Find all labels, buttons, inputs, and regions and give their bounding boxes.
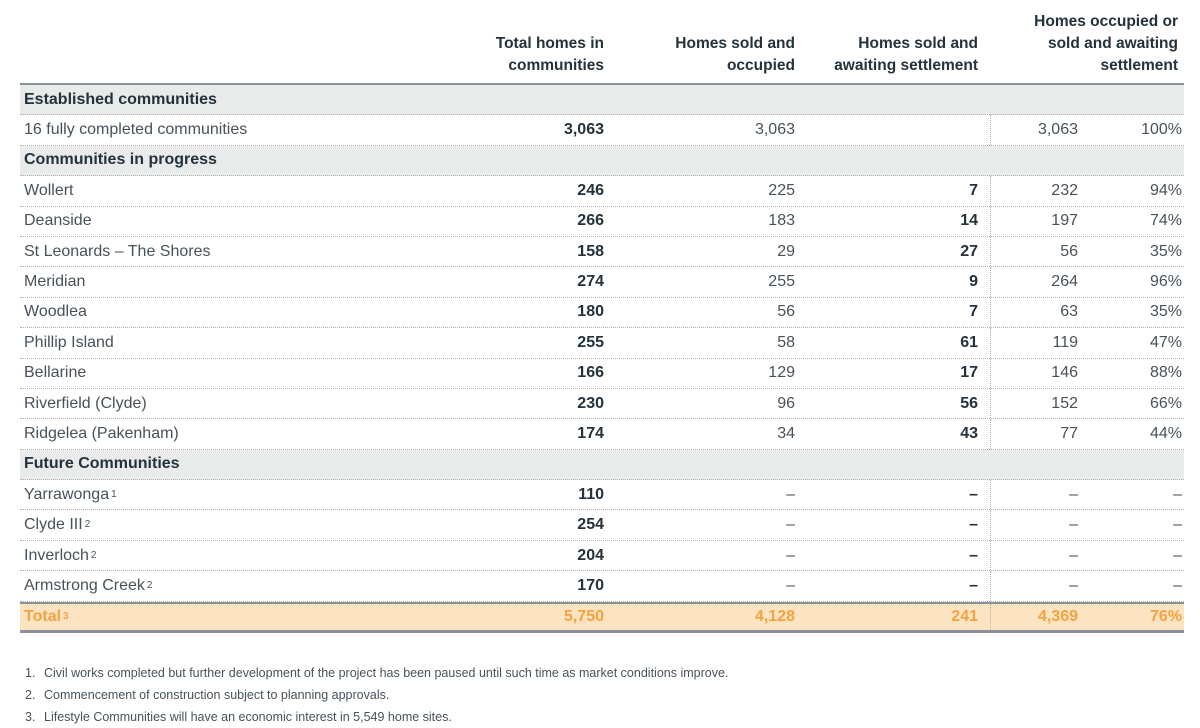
awaiting-settlement-cell bbox=[799, 419, 990, 448]
footnote-item bbox=[20, 684, 1140, 706]
awaiting-settlement-cell-text: 9 bbox=[969, 273, 978, 291]
section-header-row bbox=[20, 450, 1184, 480]
community-name-cell bbox=[20, 207, 430, 236]
total-homes-cell bbox=[430, 510, 608, 539]
awaiting-settlement-cell bbox=[799, 571, 990, 600]
total-homes-cell-text: 246 bbox=[577, 181, 604, 199]
header-line: settlement bbox=[1100, 57, 1178, 74]
occupied-percent-cell-text: 35% bbox=[1149, 303, 1182, 321]
occupied-percent-cell bbox=[1082, 389, 1184, 418]
total-homes-cell bbox=[430, 419, 608, 448]
awaiting-settlement-cell bbox=[799, 207, 990, 236]
community-name-cell-text: Total bbox=[24, 607, 62, 625]
community-name-cell-text: Phillip Island bbox=[24, 333, 114, 351]
occupied-percent-cell-text: 94% bbox=[1149, 181, 1182, 199]
community-name-cell-text: 16 fully completed communities bbox=[24, 121, 248, 139]
sold-occupied-cell-text: – bbox=[786, 485, 795, 503]
community-name-cell bbox=[20, 359, 430, 388]
table-row bbox=[20, 419, 1184, 449]
footnotes bbox=[20, 662, 1140, 728]
occupied-count-cell bbox=[990, 328, 1082, 357]
total-homes-cell-text: 158 bbox=[577, 242, 604, 260]
community-name-cell-text: Deanside bbox=[24, 212, 92, 230]
occupied-count-cell bbox=[990, 237, 1082, 266]
total-homes-cell bbox=[430, 237, 608, 266]
community-name-cell-text: Yarrawonga bbox=[24, 485, 110, 503]
table-row bbox=[20, 510, 1184, 540]
occupied-count-cell bbox=[990, 571, 1082, 600]
footnote-item bbox=[20, 662, 1140, 684]
occupied-count-cell bbox=[990, 267, 1082, 296]
header-line: Homes sold and bbox=[858, 35, 978, 52]
sold-occupied-cell bbox=[608, 359, 799, 388]
header-line: occupied bbox=[726, 57, 795, 74]
footnote-number: 3. bbox=[25, 710, 36, 724]
column-header-sold-occupied bbox=[608, 33, 799, 77]
occupied-count-cell bbox=[990, 419, 1082, 448]
awaiting-settlement-cell bbox=[799, 480, 990, 509]
total-homes-cell-text: 5,750 bbox=[563, 607, 604, 625]
occupied-percent-cell-text: – bbox=[1173, 516, 1182, 534]
sold-occupied-cell bbox=[608, 604, 799, 630]
sold-occupied-cell-text: 4,128 bbox=[754, 607, 795, 625]
total-homes-cell-text: 230 bbox=[577, 394, 604, 412]
sold-occupied-cell-text: 34 bbox=[777, 424, 795, 442]
sold-occupied-cell bbox=[608, 328, 799, 357]
total-homes-cell bbox=[430, 298, 608, 327]
occupied-count-cell-text: – bbox=[1069, 546, 1078, 564]
awaiting-settlement-cell bbox=[799, 604, 990, 630]
sold-occupied-cell bbox=[608, 115, 799, 144]
sold-occupied-cell bbox=[608, 267, 799, 296]
header-line: Total homes in bbox=[495, 35, 604, 52]
awaiting-settlement-cell bbox=[799, 328, 990, 357]
section-header-label: Communities in progress bbox=[24, 151, 217, 169]
occupied-percent-cell-text: 47% bbox=[1149, 333, 1182, 351]
awaiting-settlement-cell bbox=[799, 510, 990, 539]
table-row bbox=[20, 328, 1184, 358]
occupied-count-cell-text: – bbox=[1069, 576, 1078, 594]
awaiting-settlement-cell-text: 56 bbox=[960, 394, 978, 412]
table-header bbox=[20, 8, 1184, 85]
occupied-count-cell-text: 77 bbox=[1060, 424, 1078, 442]
community-name-cell-text: Ridgelea (Pakenham) bbox=[24, 424, 179, 442]
sold-occupied-cell-text: 96 bbox=[777, 394, 795, 412]
sold-occupied-cell-text: – bbox=[786, 576, 795, 594]
total-homes-cell-text: 174 bbox=[577, 424, 604, 442]
community-name-cell-text: Armstrong Creek bbox=[24, 576, 145, 594]
sold-occupied-cell bbox=[608, 237, 799, 266]
total-homes-cell bbox=[430, 267, 608, 296]
table-row bbox=[20, 541, 1184, 571]
occupied-count-cell bbox=[990, 207, 1082, 236]
sold-occupied-cell-text: 58 bbox=[777, 333, 795, 351]
table-row bbox=[20, 115, 1184, 145]
occupied-percent-cell bbox=[1082, 571, 1184, 600]
community-name-cell-text: St Leonards – The Shores bbox=[24, 242, 211, 260]
awaiting-settlement-cell bbox=[799, 267, 990, 296]
occupied-count-cell bbox=[990, 541, 1082, 570]
total-homes-cell-text: 170 bbox=[577, 576, 604, 594]
table-row bbox=[20, 176, 1184, 206]
column-header-total-homes bbox=[430, 33, 608, 77]
sold-occupied-cell-text: – bbox=[786, 546, 795, 564]
occupied-count-cell-text: – bbox=[1069, 485, 1078, 503]
occupied-count-cell-text: 56 bbox=[1060, 242, 1078, 260]
sold-occupied-cell bbox=[608, 419, 799, 448]
table-body bbox=[20, 85, 1184, 633]
occupied-count-cell bbox=[990, 176, 1082, 205]
section-header-label: Established communities bbox=[24, 90, 217, 108]
sold-occupied-cell bbox=[608, 480, 799, 509]
occupied-count-cell bbox=[990, 480, 1082, 509]
occupied-percent-cell-text: – bbox=[1173, 576, 1182, 594]
header-line: communities bbox=[508, 57, 604, 74]
occupied-percent-cell bbox=[1082, 115, 1184, 144]
occupied-count-cell bbox=[990, 389, 1082, 418]
total-homes-cell bbox=[430, 115, 608, 144]
occupied-count-cell bbox=[990, 115, 1082, 144]
occupied-percent-cell bbox=[1082, 419, 1184, 448]
occupied-percent-cell-text: 35% bbox=[1149, 242, 1182, 260]
awaiting-settlement-cell-text: – bbox=[969, 516, 978, 534]
occupied-count-cell bbox=[990, 604, 1082, 630]
header-line: Homes sold and bbox=[675, 35, 795, 52]
total-homes-cell bbox=[430, 176, 608, 205]
awaiting-settlement-cell-text: – bbox=[969, 546, 978, 564]
occupied-percent-cell bbox=[1082, 480, 1184, 509]
awaiting-settlement-cell-text: 43 bbox=[960, 424, 978, 442]
community-name-cell bbox=[20, 237, 430, 266]
community-name-cell-text: Inverloch bbox=[24, 546, 89, 564]
awaiting-settlement-cell bbox=[799, 298, 990, 327]
occupied-percent-cell bbox=[1082, 298, 1184, 327]
sold-occupied-cell bbox=[608, 389, 799, 418]
table-row bbox=[20, 389, 1184, 419]
community-name-cell-text: Clyde III bbox=[24, 516, 83, 534]
awaiting-settlement-cell-text: 61 bbox=[960, 333, 978, 351]
communities-table bbox=[20, 8, 1184, 633]
community-name-cell: Inverloch 2 bbox=[24, 546, 97, 564]
awaiting-settlement-cell-text: 17 bbox=[960, 364, 978, 382]
community-name-cell-text: Bellarine bbox=[24, 364, 87, 382]
total-homes-cell-text: 180 bbox=[577, 303, 604, 321]
sold-occupied-cell bbox=[608, 298, 799, 327]
occupied-count-cell bbox=[990, 359, 1082, 388]
occupied-percent-cell-text: 100% bbox=[1141, 121, 1182, 139]
occupied-count-cell bbox=[990, 510, 1082, 539]
total-homes-cell-text: 3,063 bbox=[563, 121, 604, 139]
table-row bbox=[20, 359, 1184, 389]
occupied-count-cell-text: 4,369 bbox=[1037, 607, 1078, 625]
community-name-cell bbox=[20, 298, 430, 327]
footnote-number: 1. bbox=[25, 666, 36, 680]
table-row bbox=[20, 237, 1184, 267]
total-homes-cell-text: 254 bbox=[577, 516, 604, 534]
total-homes-cell bbox=[430, 480, 608, 509]
occupied-percent-cell-text: 66% bbox=[1149, 394, 1182, 412]
occupied-percent-cell bbox=[1082, 267, 1184, 296]
sold-occupied-cell-text: – bbox=[786, 516, 795, 534]
header-line: awaiting settlement bbox=[834, 57, 978, 74]
occupied-percent-cell-text: – bbox=[1173, 485, 1182, 503]
occupied-percent-cell bbox=[1082, 176, 1184, 205]
total-row bbox=[20, 602, 1184, 633]
occupied-percent-cell bbox=[1082, 359, 1184, 388]
total-homes-cell-text: 166 bbox=[577, 364, 604, 382]
footnote-text: Lifestyle Communities will have an economic interest in 5,549 home sites. bbox=[44, 710, 452, 724]
sold-occupied-cell bbox=[608, 510, 799, 539]
community-name-cell: Total 3 bbox=[24, 607, 69, 625]
community-name-cell: Armstrong Creek 2 bbox=[24, 576, 153, 594]
community-name-cell-text: Meridian bbox=[24, 273, 86, 291]
table-row bbox=[20, 571, 1184, 601]
occupied-percent-cell-text: 76% bbox=[1149, 607, 1182, 625]
table-row bbox=[20, 267, 1184, 297]
awaiting-settlement-cell-text: 27 bbox=[960, 242, 978, 260]
awaiting-settlement-cell-text: 7 bbox=[969, 181, 978, 199]
total-homes-cell-text: 255 bbox=[577, 333, 604, 351]
occupied-percent-cell-text: 96% bbox=[1149, 273, 1182, 291]
footnote-text: Civil works completed but further development of the project has been paused until such time as market conditions improve. bbox=[44, 666, 729, 680]
sold-occupied-cell-text: 255 bbox=[768, 273, 795, 291]
occupied-count-cell-text: 232 bbox=[1051, 181, 1078, 199]
awaiting-settlement-cell bbox=[799, 541, 990, 570]
total-homes-cell bbox=[430, 359, 608, 388]
total-homes-cell bbox=[430, 207, 608, 236]
total-homes-cell-text: 110 bbox=[578, 485, 604, 503]
total-homes-cell bbox=[430, 571, 608, 600]
occupied-count-cell bbox=[990, 298, 1082, 327]
occupied-percent-cell bbox=[1082, 328, 1184, 357]
total-homes-cell-text: 266 bbox=[577, 212, 604, 230]
occupied-percent-cell bbox=[1082, 237, 1184, 266]
footnote-text: Commencement of construction subject to planning approvals. bbox=[44, 688, 390, 702]
community-name-cell bbox=[20, 267, 430, 296]
awaiting-settlement-cell-text: 241 bbox=[951, 607, 978, 625]
awaiting-settlement-cell bbox=[799, 389, 990, 418]
sold-occupied-cell-text: 129 bbox=[768, 364, 795, 382]
occupied-percent-cell bbox=[1082, 541, 1184, 570]
awaiting-settlement-cell-text: – bbox=[969, 576, 978, 594]
sold-occupied-cell bbox=[608, 541, 799, 570]
total-homes-cell bbox=[430, 328, 608, 357]
total-homes-cell bbox=[430, 389, 608, 418]
table-row bbox=[20, 480, 1184, 510]
occupied-count-cell-text: – bbox=[1069, 516, 1078, 534]
community-name-cell bbox=[20, 419, 430, 448]
community-name-cell bbox=[20, 176, 430, 205]
occupied-percent-cell-text: 88% bbox=[1149, 364, 1182, 382]
footnote-item bbox=[20, 706, 1140, 728]
occupied-count-cell-text: 264 bbox=[1051, 273, 1078, 291]
section-header-label: Future Communities bbox=[24, 455, 180, 473]
sold-occupied-cell-text: 183 bbox=[768, 212, 795, 230]
sold-occupied-cell-text: 29 bbox=[777, 242, 795, 260]
section-header-row bbox=[20, 85, 1184, 115]
awaiting-settlement-cell bbox=[799, 359, 990, 388]
sold-occupied-cell bbox=[608, 207, 799, 236]
awaiting-settlement-cell-text: – bbox=[969, 485, 978, 503]
section-header-row bbox=[20, 146, 1184, 176]
sold-occupied-cell bbox=[608, 176, 799, 205]
community-name-cell: Clyde III 2 bbox=[24, 516, 91, 534]
occupied-count-cell-text: 197 bbox=[1051, 212, 1078, 230]
total-homes-cell bbox=[430, 541, 608, 570]
occupied-count-cell-text: 152 bbox=[1051, 394, 1078, 412]
sold-occupied-cell-text: 3,063 bbox=[754, 121, 795, 139]
column-header-occupied-or-sold bbox=[990, 11, 1184, 77]
occupied-percent-cell-text: 44% bbox=[1149, 424, 1182, 442]
header-line: Homes occupied or bbox=[1034, 13, 1178, 30]
occupied-percent-cell-text: – bbox=[1173, 546, 1182, 564]
awaiting-settlement-cell-text: 7 bbox=[969, 303, 978, 321]
header-line: sold and awaiting bbox=[1047, 35, 1178, 52]
table-row bbox=[20, 298, 1184, 328]
community-name-cell bbox=[20, 328, 430, 357]
occupied-percent-cell-text: 74% bbox=[1149, 212, 1182, 230]
community-name-cell: Yarrawonga 1 bbox=[24, 485, 117, 503]
occupied-count-cell-text: 3,063 bbox=[1037, 121, 1078, 139]
footnote-number: 2. bbox=[25, 688, 36, 702]
sold-occupied-cell-text: 225 bbox=[768, 181, 795, 199]
occupied-count-cell-text: 146 bbox=[1051, 364, 1078, 382]
community-name-cell bbox=[20, 389, 430, 418]
awaiting-settlement-cell-text: 14 bbox=[960, 212, 978, 230]
occupied-count-cell-text: 63 bbox=[1060, 303, 1078, 321]
awaiting-settlement-cell bbox=[799, 115, 990, 144]
awaiting-settlement-cell bbox=[799, 237, 990, 266]
community-name-cell-text: Woodlea bbox=[24, 303, 87, 321]
occupied-percent-cell bbox=[1082, 207, 1184, 236]
community-name-cell-text: Riverfield (Clyde) bbox=[24, 394, 147, 412]
table-row bbox=[20, 207, 1184, 237]
column-header-awaiting-settlement bbox=[799, 33, 990, 77]
community-name-cell bbox=[20, 115, 430, 144]
sold-occupied-cell-text: 56 bbox=[777, 303, 795, 321]
occupied-percent-cell bbox=[1082, 604, 1184, 630]
occupied-count-cell-text: 119 bbox=[1052, 333, 1078, 351]
total-homes-cell-text: 274 bbox=[577, 273, 604, 291]
sold-occupied-cell bbox=[608, 571, 799, 600]
total-homes-cell-text: 204 bbox=[577, 546, 604, 564]
total-homes-cell bbox=[430, 604, 608, 630]
occupied-percent-cell bbox=[1082, 510, 1184, 539]
awaiting-settlement-cell bbox=[799, 176, 990, 205]
community-name-cell-text: Wollert bbox=[24, 181, 74, 199]
